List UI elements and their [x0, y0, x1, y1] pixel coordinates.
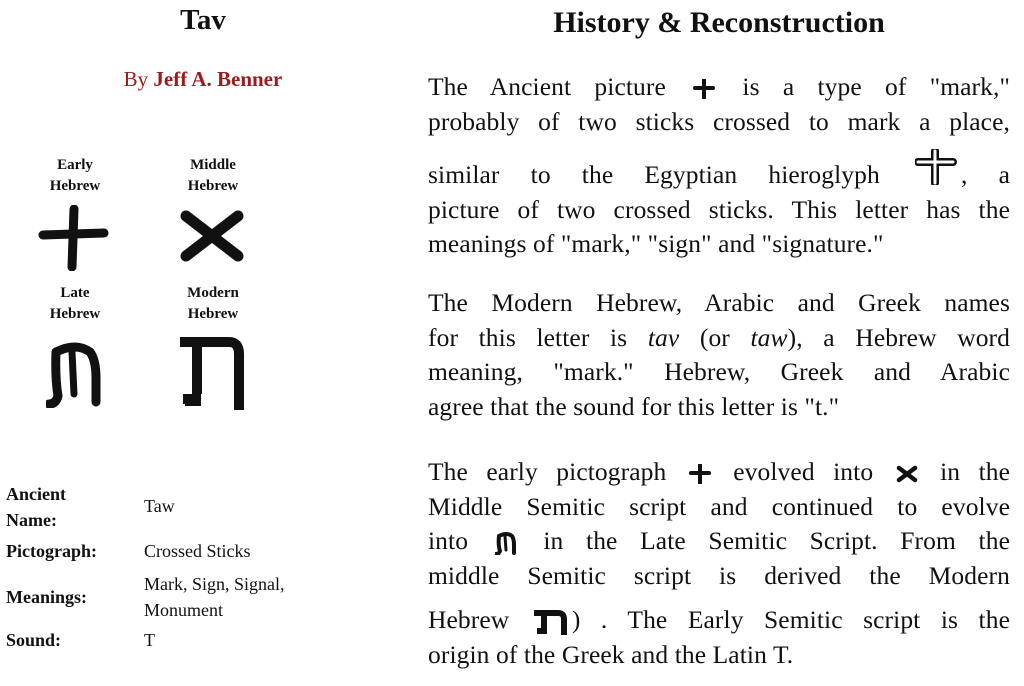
text-line: Middle Semitic script and continued to evolve — [428, 491, 1010, 521]
text-span: into — [428, 526, 469, 555]
text-line — [428, 455, 1010, 490]
egyptian-hieroglyph-icon — [915, 149, 957, 185]
late-tav-icon — [46, 338, 104, 408]
section-heading: History & Reconstruction — [553, 6, 885, 39]
x-mark-icon — [178, 208, 246, 263]
text-span: in the Late Semitic Script. From the — [543, 526, 1011, 555]
text-span: tav — [647, 322, 680, 352]
stage-label-line: Hebrew — [187, 178, 239, 194]
author-name: Jeff A. Benner — [153, 67, 283, 91]
info-value: T — [144, 630, 155, 650]
late-tav-icon — [495, 531, 517, 555]
text-line: probably of two sticks crossed to mark a place, — [428, 106, 1010, 136]
text-span: taw — [750, 322, 788, 352]
stage-label-late — [20, 283, 130, 325]
modern-tav-icon — [534, 609, 568, 635]
text-span: similar to the Egyptian hieroglyph — [428, 160, 880, 189]
info-value: Crossed Sticks — [144, 541, 251, 561]
stage-label-line: Early — [57, 157, 93, 173]
cross-sticks-icon — [38, 205, 110, 271]
paragraph-modern — [428, 286, 1010, 424]
x-mark-icon — [896, 465, 918, 483]
paragraph-ancient — [428, 70, 1010, 262]
text-span: (or — [699, 322, 730, 352]
text-line — [428, 149, 1010, 193]
page-title: Tav — [180, 4, 226, 36]
stage-label-middle — [158, 155, 268, 197]
text-line — [428, 321, 1010, 356]
text-line: The Modern Hebrew, Arabic and Greek names — [428, 288, 1010, 317]
text-span: The Ancient picture — [428, 72, 666, 101]
text-span: The early pictograph — [428, 457, 667, 486]
byline-prefix: By — [123, 67, 149, 91]
info-value: Taw — [144, 496, 175, 516]
stage-label-line: Late — [60, 285, 90, 301]
info-value-line: Monument — [144, 600, 223, 620]
cross-sticks-icon — [693, 79, 715, 99]
text-line — [428, 524, 1010, 559]
info-value — [144, 571, 394, 623]
cross-sticks-icon — [689, 464, 711, 484]
text-line: meaning, "mark." Hebrew, Greek and Arabic — [428, 357, 1010, 386]
text-span: is a type of "mark," — [742, 72, 1010, 101]
stage-label-line: Hebrew — [187, 306, 239, 322]
text-line: picture of two crossed sticks. This letter has the — [428, 194, 1010, 224]
text-span: ), a Hebrew word — [787, 322, 1010, 352]
history-section — [428, 0, 1010, 686]
text-span: for this letter is — [428, 322, 628, 352]
text-span: Hebrew — [428, 605, 510, 634]
text-line: agree that the sound for this letter is "t." — [428, 391, 840, 421]
stage-label-line: Modern — [187, 285, 239, 301]
text-line — [428, 603, 1010, 638]
info-value-line: Mark, Sign, Signal, — [144, 574, 285, 594]
info-key: Sound: — [6, 630, 62, 650]
text-line: origin of the Greek and the Latin T. — [428, 639, 794, 669]
paragraph-evolution — [428, 455, 1010, 672]
info-key-line: Name: — [6, 510, 57, 530]
modern-tav-icon — [177, 334, 247, 410]
letter-card — [0, 0, 400, 686]
stage-label-line: Hebrew — [49, 178, 101, 194]
text-span: , a — [960, 160, 1010, 189]
text-line: middle Semitic script is derived the Modern — [428, 560, 1010, 590]
stage-label-early — [20, 155, 130, 197]
text-span: in the — [940, 457, 1011, 486]
info-key — [6, 481, 66, 533]
info-key: Pictograph: — [6, 541, 97, 561]
text-span: evolved into — [733, 457, 874, 486]
text-line: meanings of "mark," "sign" and "signature." — [428, 229, 884, 258]
text-line — [428, 70, 1010, 105]
info-key-line: Ancient — [6, 484, 66, 504]
stage-label-line: Hebrew — [49, 306, 101, 322]
stage-label-line: Middle — [190, 157, 236, 173]
text-span: ) . The Early Semitic script is the — [571, 605, 1010, 634]
byline — [0, 67, 406, 92]
info-key: Meanings: — [6, 587, 87, 607]
stage-label-modern — [158, 283, 268, 325]
